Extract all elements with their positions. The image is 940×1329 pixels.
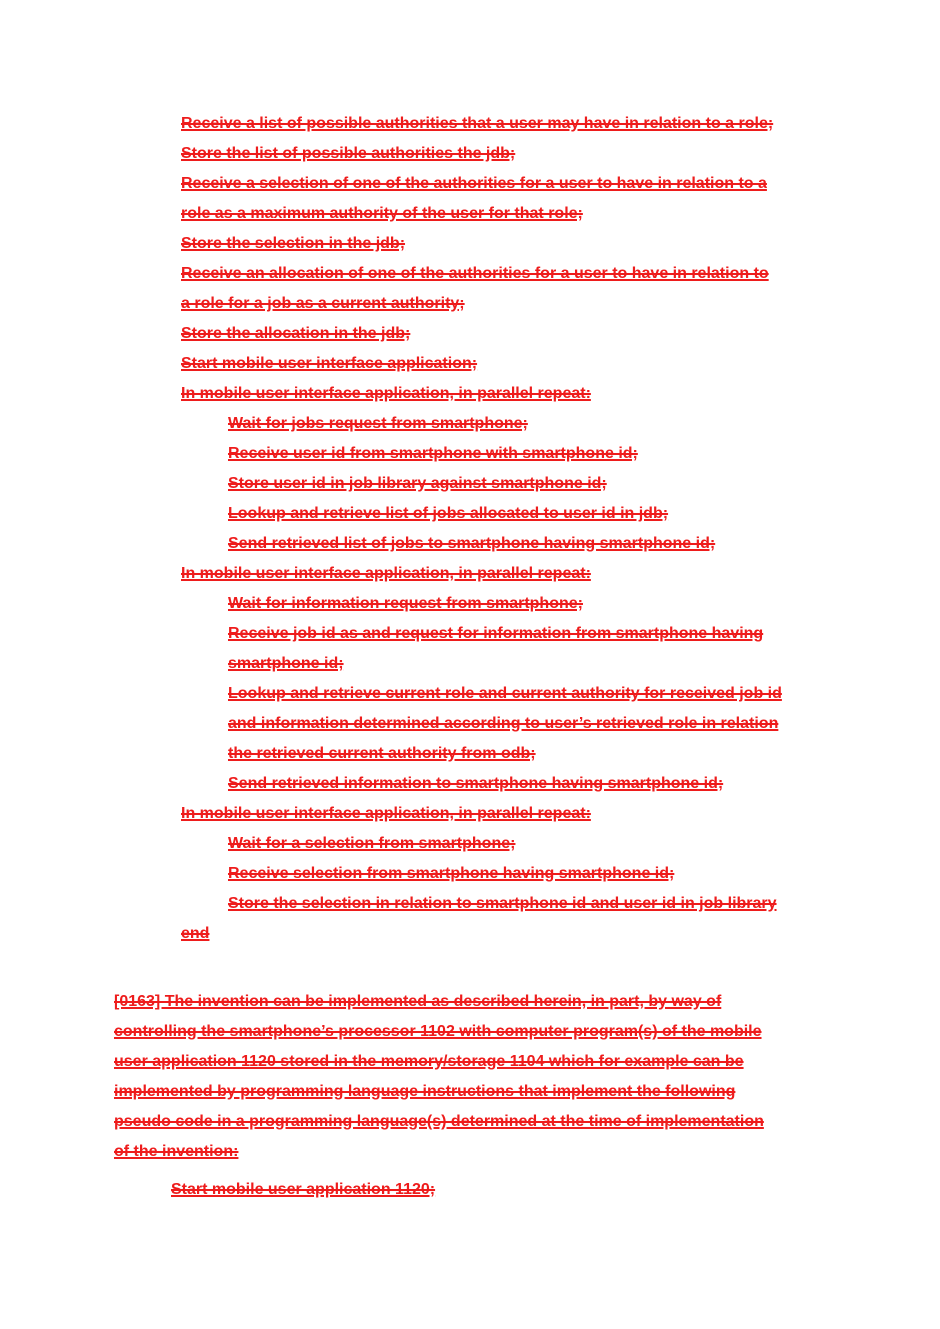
paragraph-line: controlling the smartphone’s processor 1102 with computer program(s) of the mobile: [114, 1023, 762, 1040]
pseudo-line: Receive user id from smartphone with smartphone id;: [228, 445, 638, 462]
pseudo-line: Store the selection in relation to smartphone id and user id in job library: [228, 895, 777, 912]
pseudo-line: a role for a job as a current authority;: [181, 295, 465, 312]
pseudo-line: Wait for a selection from smartphone;: [228, 835, 516, 852]
pseudo-line: Receive a selection of one of the authorities for a user to have in relation to a: [181, 175, 767, 192]
pseudo-line: Wait for jobs request from smartphone;: [228, 415, 528, 432]
pseudo-line: Wait for information request from smartphone;: [228, 595, 583, 612]
pseudo-line: smartphone id;: [228, 655, 344, 672]
pseudo-line: Store user id in job library against smartphone id;: [228, 475, 607, 492]
pseudo-line: Receive job id as and request for information from smartphone having: [228, 625, 764, 642]
pseudo-line: Receive a list of possible authorities that a user may have in relation to a role;: [181, 115, 774, 132]
pseudo-line: and information determined according to user’s retrieved role in relation: [228, 715, 779, 732]
paragraph-line: of the invention:: [114, 1143, 239, 1160]
paragraph-line: user application 1120 stored in the memory/storage 1104 which for example can be: [114, 1053, 744, 1070]
pseudo-line: role as a maximum authority of the user for that role;: [181, 205, 583, 222]
pseudo-line: Lookup and retrieve list of jobs allocated to user id in jdb;: [228, 505, 669, 522]
pseudo-line: Receive selection from smartphone having smartphone id;: [228, 865, 675, 882]
pseudo-line: Send retrieved list of jobs to smartphone having smartphone id;: [228, 535, 716, 552]
pseudo-line: Store the selection in the jdb;: [181, 235, 406, 252]
pseudo-line: the retrieved current authority from odb;: [228, 745, 536, 762]
pseudo-line: Store the list of possible authorities the jdb;: [181, 145, 516, 162]
pseudo-line: Start mobile user interface application;: [181, 355, 478, 372]
pseudo-start-line: Start mobile user application 1120;: [171, 1181, 436, 1198]
pseudo-line: In mobile user interface application, in parallel repeat:: [181, 805, 591, 822]
pseudo-line: Receive an allocation of one of the authorities for a user to have in relation to: [181, 265, 769, 282]
pseudo-line: Send retrieved information to smartphone having smartphone id;: [228, 775, 724, 792]
paragraph-line: implemented by programming language instructions that implement the following: [114, 1083, 736, 1100]
paragraph-line: [0163] The invention can be implemented as described herein, in part, by way of: [114, 993, 722, 1010]
pseudo-line: Store the allocation in the jdb;: [181, 325, 411, 342]
paragraph-line: pseudo code in a programming language(s) determined at the time of implementation: [114, 1113, 764, 1130]
pseudo-line: end: [181, 925, 210, 942]
pseudo-line: In mobile user interface application, in parallel repeat:: [181, 565, 591, 582]
pseudo-line: In mobile user interface application, in parallel repeat:: [181, 385, 591, 402]
pseudo-line: Lookup and retrieve current role and current authority for received job id: [228, 685, 782, 702]
